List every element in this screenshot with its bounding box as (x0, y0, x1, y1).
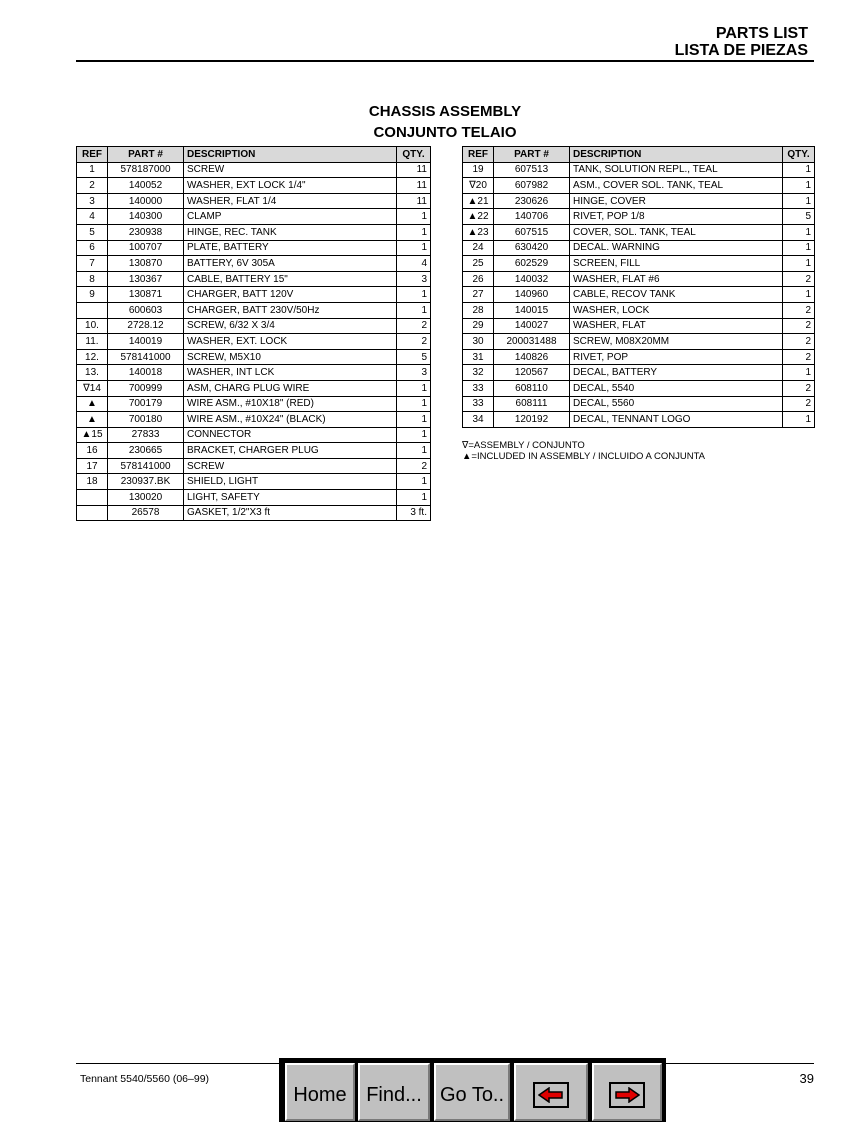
next-page-button[interactable] (592, 1063, 662, 1121)
qty-cell: 1 (397, 443, 431, 459)
description-cell: WIRE ASM., #10X18" (RED) (184, 396, 397, 412)
ref-cell: 11. (77, 334, 108, 350)
table-row (463, 271, 815, 287)
part-number-cell: 630420 (494, 240, 570, 256)
ref-cell: 2 (77, 178, 108, 194)
arrow-left-icon (533, 1082, 569, 1108)
qty-cell: 2 (783, 271, 815, 287)
ref-cell: ▲23 (463, 224, 494, 240)
qty-cell: 1 (397, 240, 431, 256)
page-header (675, 25, 808, 59)
col-qty: QTY. (783, 147, 815, 163)
col-ref: REF (463, 147, 494, 163)
qty-cell: 1 (397, 474, 431, 490)
qty-cell: 1 (397, 427, 431, 443)
part-number-cell: 120567 (494, 365, 570, 381)
table-row (77, 162, 431, 178)
header-rule (76, 60, 814, 62)
ref-cell: ▲15 (77, 427, 108, 443)
part-number-cell: 230626 (494, 193, 570, 209)
ref-cell: 33 (463, 396, 494, 412)
qty-cell: 1 (783, 287, 815, 303)
part-number-cell: 602529 (494, 256, 570, 272)
qty-cell: 2 (783, 396, 815, 412)
table-row (77, 334, 431, 350)
ref-cell: 16 (77, 443, 108, 459)
table-row (463, 318, 815, 334)
qty-cell: 1 (783, 256, 815, 272)
ref-cell: 18 (77, 474, 108, 490)
qty-cell: 1 (397, 490, 431, 506)
description-cell: WASHER, FLAT 1/4 (184, 193, 397, 209)
ref-cell: 8 (77, 271, 108, 287)
description-cell: CLAMP (184, 209, 397, 225)
description-cell: HINGE, COVER (570, 193, 783, 209)
qty-cell: 5 (783, 209, 815, 225)
part-number-cell: 200031488 (494, 334, 570, 350)
table-row (77, 380, 431, 396)
ref-cell: 31 (463, 349, 494, 365)
qty-cell: 11 (397, 178, 431, 194)
description-cell: CONNECTOR (184, 427, 397, 443)
footer-model: Tennant 5540/5560 (06–99) (80, 1073, 210, 1085)
part-number-cell: 140018 (108, 365, 184, 381)
ref-cell: 34 (463, 412, 494, 428)
ref-cell (77, 302, 108, 318)
description-cell: DECAL, 5540 (570, 380, 783, 396)
table-header-row (463, 147, 815, 163)
table-row (77, 412, 431, 428)
description-cell: HINGE, REC. TANK (184, 224, 397, 240)
description-cell: WASHER, INT LCK (184, 365, 397, 381)
parts-table-left (76, 146, 431, 521)
part-number-cell: 140015 (494, 302, 570, 318)
part-number-cell: 27833 (108, 427, 184, 443)
section-title-en: CHASSIS ASSEMBLY (368, 103, 522, 120)
ref-cell: 33 (463, 380, 494, 396)
description-cell: WASHER, EXT LOCK 1/4" (184, 178, 397, 194)
part-number-cell: 140300 (108, 209, 184, 225)
legend-assembly: ∇=ASSEMBLY / CONJUNTO (462, 440, 585, 451)
qty-cell: 1 (783, 240, 815, 256)
table-row (463, 349, 815, 365)
qty-cell: 1 (397, 287, 431, 303)
part-number-cell: 230665 (108, 443, 184, 459)
qty-cell: 2 (783, 318, 815, 334)
table-row (77, 490, 431, 506)
description-cell: CHARGER, BATT 230V/50Hz (184, 302, 397, 318)
arrow-right-icon (609, 1082, 645, 1108)
col-desc: DESCRIPTION (570, 147, 783, 163)
part-number-cell: 140826 (494, 349, 570, 365)
table-row (77, 349, 431, 365)
description-cell: WASHER, FLAT (570, 318, 783, 334)
qty-cell: 2 (397, 458, 431, 474)
ref-cell: ∇20 (463, 178, 494, 194)
ref-cell: ∇14 (77, 380, 108, 396)
ref-cell: ▲ (77, 396, 108, 412)
part-number-cell: 130020 (108, 490, 184, 506)
ref-cell: 4 (77, 209, 108, 225)
description-cell: PLATE, BATTERY (184, 240, 397, 256)
col-desc: DESCRIPTION (184, 147, 397, 163)
ref-cell: 27 (463, 287, 494, 303)
qty-cell: 1 (397, 412, 431, 428)
part-number-cell: 100707 (108, 240, 184, 256)
table-row (77, 396, 431, 412)
table-row (77, 271, 431, 287)
part-number-cell: 130367 (108, 271, 184, 287)
ref-cell: 29 (463, 318, 494, 334)
table-row (77, 365, 431, 381)
description-cell: WASHER, FLAT #6 (570, 271, 783, 287)
table-row (463, 412, 815, 428)
qty-cell: 1 (397, 396, 431, 412)
part-number-cell: 140019 (108, 334, 184, 350)
description-cell: ASM, CHARG PLUG WIRE (184, 380, 397, 396)
description-cell: DECAL. WARNING (570, 240, 783, 256)
table-row (77, 318, 431, 334)
ref-cell (77, 505, 108, 521)
description-cell: BATTERY, 6V 305A (184, 256, 397, 272)
description-cell: DECAL, 5560 (570, 396, 783, 412)
part-number-cell: 140000 (108, 193, 184, 209)
goto-button[interactable]: Go To.. (434, 1063, 510, 1121)
table-row (77, 178, 431, 194)
ref-cell: 19 (463, 162, 494, 178)
description-cell: ASM., COVER SOL. TANK, TEAL (570, 178, 783, 194)
table-row (77, 209, 431, 225)
qty-cell: 1 (783, 365, 815, 381)
table-row (77, 287, 431, 303)
description-cell: WIRE ASM., #10X24" (BLACK) (184, 412, 397, 428)
table-row (463, 287, 815, 303)
table-header-row (77, 147, 431, 163)
ref-cell: 1 (77, 162, 108, 178)
ref-cell: 12. (77, 349, 108, 365)
ref-cell: 24 (463, 240, 494, 256)
ref-cell: 5 (77, 224, 108, 240)
table-row (77, 240, 431, 256)
part-number-cell: 140027 (494, 318, 570, 334)
header-title-en: PARTS LIST (715, 25, 808, 42)
table-row (463, 334, 815, 350)
part-number-cell: 700180 (108, 412, 184, 428)
part-number-cell: 130871 (108, 287, 184, 303)
qty-cell: 2 (783, 334, 815, 350)
ref-cell: 17 (77, 458, 108, 474)
part-number-cell: 578187000 (108, 162, 184, 178)
description-cell: DECAL, BATTERY (570, 365, 783, 381)
qty-cell: 1 (783, 178, 815, 194)
table-row (77, 193, 431, 209)
col-part: PART # (108, 147, 184, 163)
legend (462, 440, 705, 462)
table-row (463, 380, 815, 396)
qty-cell: 4 (397, 256, 431, 272)
table-row (77, 256, 431, 272)
header-title-es: LISTA DE PIEZAS (674, 42, 808, 59)
ref-cell: 3 (77, 193, 108, 209)
table-row (463, 162, 815, 178)
part-number-cell: 600603 (108, 302, 184, 318)
section-title (0, 101, 866, 143)
description-cell: CABLE, BATTERY 15" (184, 271, 397, 287)
qty-cell: 1 (397, 209, 431, 225)
table-row (77, 505, 431, 521)
table-row (463, 178, 815, 194)
table-row (77, 302, 431, 318)
ref-cell: 6 (77, 240, 108, 256)
parts-table-right (462, 146, 815, 428)
table-row (463, 396, 815, 412)
part-number-cell: 140960 (494, 287, 570, 303)
table-row (77, 224, 431, 240)
ref-cell: 9 (77, 287, 108, 303)
ref-cell: 25 (463, 256, 494, 272)
qty-cell: 5 (397, 349, 431, 365)
description-cell: RIVET, POP 1/8 (570, 209, 783, 225)
part-number-cell: 140032 (494, 271, 570, 287)
qty-cell: 1 (783, 162, 815, 178)
qty-cell: 3 (397, 365, 431, 381)
ref-cell: ▲21 (463, 193, 494, 209)
previous-page-button[interactable] (514, 1063, 588, 1121)
description-cell: GASKET, 1/2"X3 ft (184, 505, 397, 521)
ref-cell: ▲22 (463, 209, 494, 225)
part-number-cell: 140706 (494, 209, 570, 225)
qty-cell: 1 (397, 224, 431, 240)
description-cell: TANK, SOLUTION REPL., TEAL (570, 162, 783, 178)
part-number-cell: 608110 (494, 380, 570, 396)
qty-cell: 1 (397, 302, 431, 318)
col-ref: REF (77, 147, 108, 163)
table-row (77, 458, 431, 474)
description-cell: SCREW (184, 458, 397, 474)
description-cell: CHARGER, BATT 120V (184, 287, 397, 303)
qty-cell: 1 (783, 193, 815, 209)
part-number-cell: 608111 (494, 396, 570, 412)
part-number-cell: 607513 (494, 162, 570, 178)
ref-cell: 30 (463, 334, 494, 350)
col-part: PART # (494, 147, 570, 163)
ref-cell: 10. (77, 318, 108, 334)
ref-cell: 7 (77, 256, 108, 272)
qty-cell: 1 (783, 412, 815, 428)
qty-cell: 2 (783, 302, 815, 318)
find-button[interactable]: Find... (358, 1063, 430, 1121)
description-cell: WASHER, EXT. LOCK (184, 334, 397, 350)
description-cell: SCREW, 6/32 X 3/4 (184, 318, 397, 334)
nav-toolbar (279, 1058, 666, 1122)
qty-cell: 3 (397, 271, 431, 287)
ref-cell: ▲ (77, 412, 108, 428)
description-cell: SCREW, M08X20MM (570, 334, 783, 350)
part-number-cell: 607515 (494, 224, 570, 240)
qty-cell: 3 ft. (397, 505, 431, 521)
table-row (463, 256, 815, 272)
section-title-es: CONJUNTO TELAIO (373, 124, 517, 141)
table-row (77, 427, 431, 443)
part-number-cell: 230937.BK (108, 474, 184, 490)
qty-cell: 2 (783, 349, 815, 365)
qty-cell: 11 (397, 162, 431, 178)
description-cell: DECAL, TENNANT LOGO (570, 412, 783, 428)
table-row (463, 209, 815, 225)
table-row (463, 365, 815, 381)
qty-cell: 1 (783, 224, 815, 240)
part-number-cell: 2728.12 (108, 318, 184, 334)
description-cell: SCREW, M5X10 (184, 349, 397, 365)
table-row (463, 224, 815, 240)
description-cell: WASHER, LOCK (570, 302, 783, 318)
description-cell: BRACKET, CHARGER PLUG (184, 443, 397, 459)
ref-cell: 28 (463, 302, 494, 318)
qty-cell: 2 (397, 334, 431, 350)
description-cell: LIGHT, SAFETY (184, 490, 397, 506)
ref-cell: 26 (463, 271, 494, 287)
part-number-cell: 700999 (108, 380, 184, 396)
part-number-cell: 26578 (108, 505, 184, 521)
part-number-cell: 120192 (494, 412, 570, 428)
table-row (77, 443, 431, 459)
table-row (463, 193, 815, 209)
description-cell: SCREEN, FILL (570, 256, 783, 272)
table-row (463, 302, 815, 318)
description-cell: SCREW (184, 162, 397, 178)
qty-cell: 2 (783, 380, 815, 396)
ref-cell: 13. (77, 365, 108, 381)
part-number-cell: 607982 (494, 178, 570, 194)
qty-cell: 1 (397, 380, 431, 396)
description-cell: CABLE, RECOV TANK (570, 287, 783, 303)
part-number-cell: 578141000 (108, 458, 184, 474)
part-number-cell: 130870 (108, 256, 184, 272)
page-number: 39 (799, 1071, 814, 1086)
ref-cell: 32 (463, 365, 494, 381)
ref-cell (77, 490, 108, 506)
qty-cell: 2 (397, 318, 431, 334)
description-cell: SHIELD, LIGHT (184, 474, 397, 490)
col-qty: QTY. (397, 147, 431, 163)
part-number-cell: 578141000 (108, 349, 184, 365)
table-row (463, 240, 815, 256)
part-number-cell: 140052 (108, 178, 184, 194)
table-row (77, 474, 431, 490)
legend-included: ▲=INCLUDED IN ASSEMBLY / INCLUIDO A CONJUNTA (462, 451, 706, 462)
part-number-cell: 700179 (108, 396, 184, 412)
description-cell: RIVET, POP (570, 349, 783, 365)
description-cell: COVER, SOL. TANK, TEAL (570, 224, 783, 240)
part-number-cell: 230938 (108, 224, 184, 240)
qty-cell: 11 (397, 193, 431, 209)
home-button[interactable]: Home (285, 1063, 355, 1121)
